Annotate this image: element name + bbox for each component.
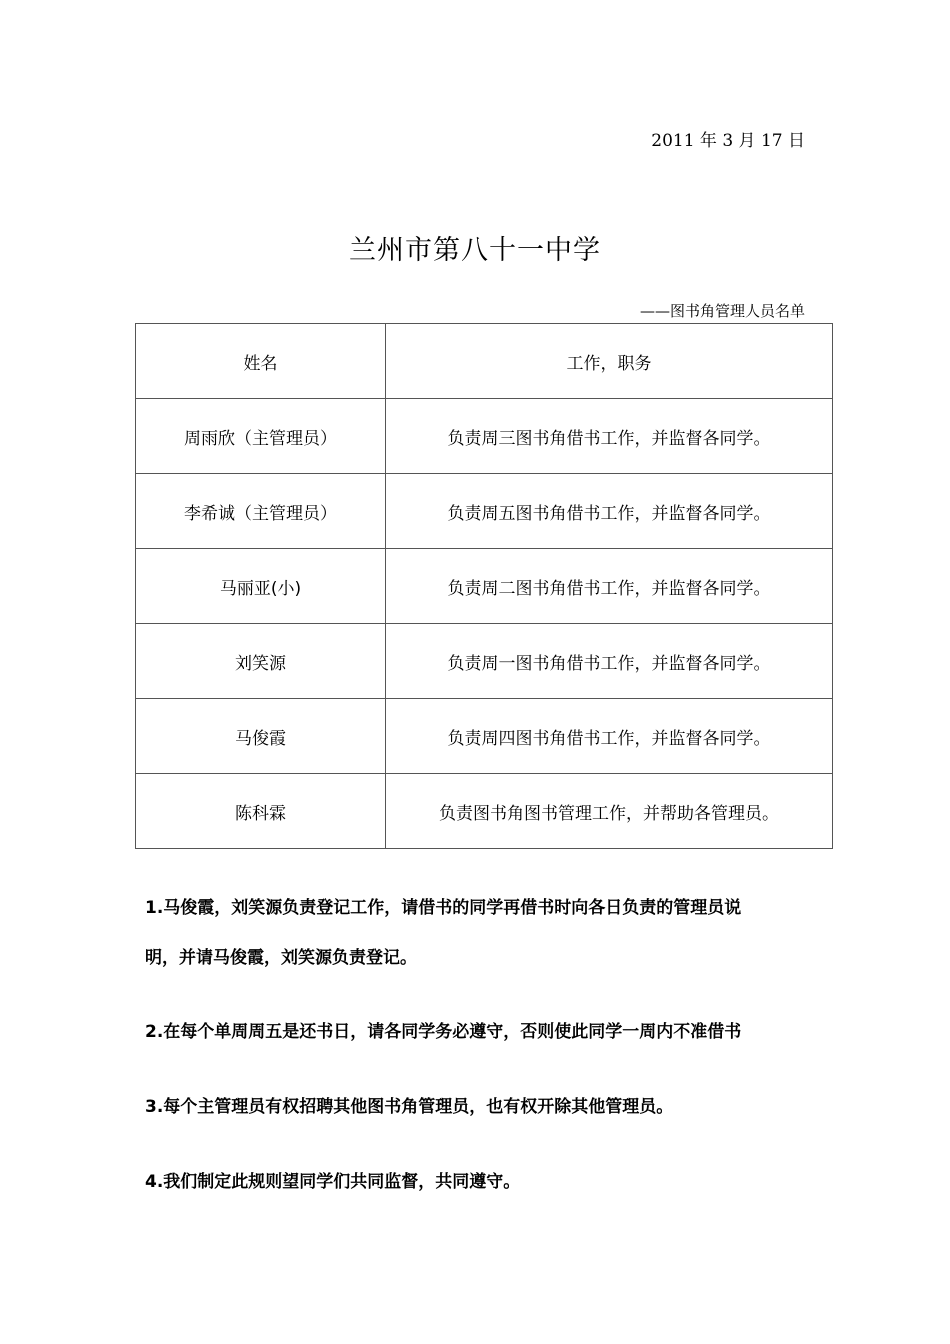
staff-name: 马俊霞 xyxy=(136,699,386,774)
staff-name: 周雨欣（主管理员） xyxy=(136,399,386,474)
rule-4: 4.我们制定此规则望同学们共同监督，共同遵守。 xyxy=(145,1172,521,1192)
staff-duty: 负责周四图书角借书工作，并监督各同学。 xyxy=(386,699,833,774)
staff-duty: 负责周五图书角借书工作，并监督各同学。 xyxy=(386,474,833,549)
column-header-name: 姓名 xyxy=(136,324,386,399)
rule-2: 2.在每个单周周五是还书日，请各同学务必遵守，否则使此同学一周内不准借书 xyxy=(145,1022,742,1042)
rule-1-line-1: 1.马俊霞，刘笑源负责登记工作，请借书的同学再借书时向各日负责的管理员说 xyxy=(145,898,742,918)
table-row xyxy=(136,399,833,474)
staff-name: 马丽亚(小) xyxy=(136,549,386,624)
staff-name: 刘笑源 xyxy=(136,624,386,699)
rule-1-line-2: 明，并请马俊霞，刘笑源负责登记。 xyxy=(145,948,417,968)
staff-duty: 负责周二图书角借书工作，并监督各同学。 xyxy=(386,549,833,624)
rule-3: 3.每个主管理员有权招聘其他图书角管理员，也有权开除其他管理员。 xyxy=(145,1097,674,1117)
table-row xyxy=(136,474,833,549)
table-row xyxy=(136,549,833,624)
staff-table xyxy=(135,323,833,849)
column-header-duty: 工作，职务 xyxy=(386,324,833,399)
table-row xyxy=(136,699,833,774)
document-date: 2011 年 3 月 17 日 xyxy=(651,131,805,151)
page-subtitle: ——图书角管理人员名单 xyxy=(639,302,805,320)
table-row xyxy=(136,774,833,849)
staff-duty: 负责图书角图书管理工作，并帮助各管理员。 xyxy=(386,774,833,849)
table-header-row xyxy=(136,324,833,399)
staff-duty: 负责周三图书角借书工作，并监督各同学。 xyxy=(386,399,833,474)
staff-name: 陈科霖 xyxy=(136,774,386,849)
page-title: 兰州市第八十一中学 xyxy=(349,235,601,266)
staff-name: 李希诚（主管理员） xyxy=(136,474,386,549)
staff-duty: 负责周一图书角借书工作，并监督各同学。 xyxy=(386,624,833,699)
table-row xyxy=(136,624,833,699)
